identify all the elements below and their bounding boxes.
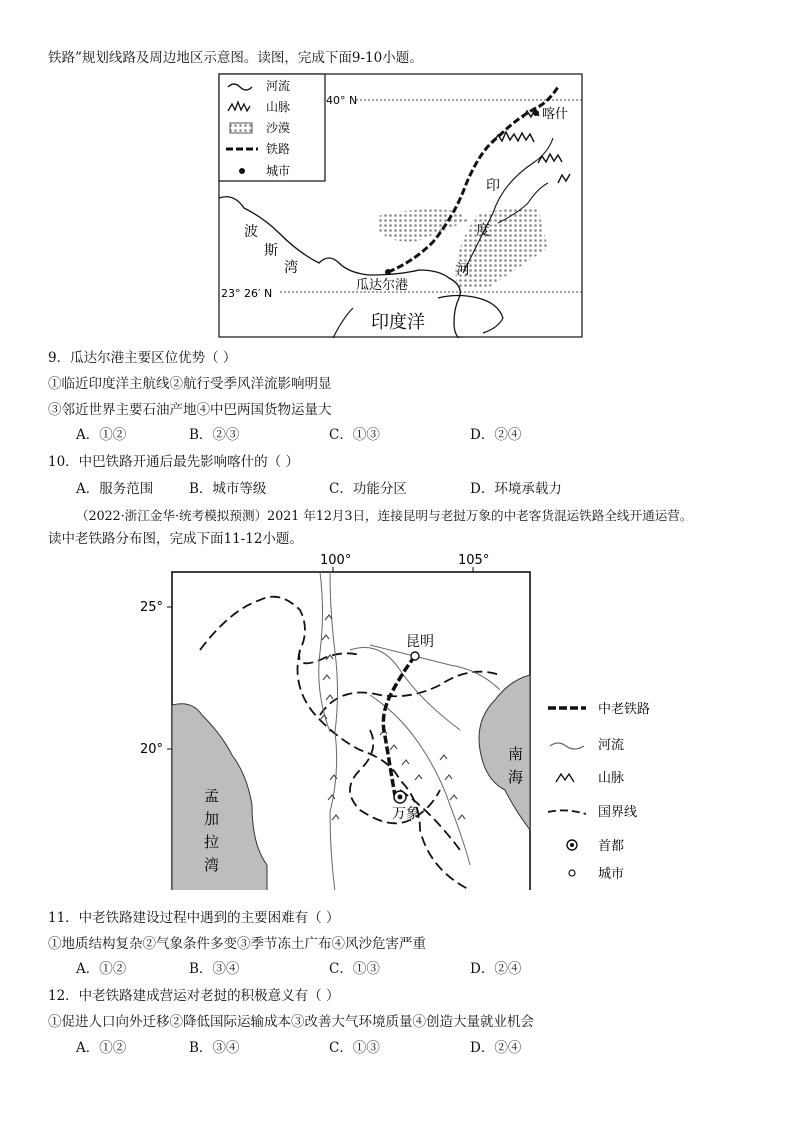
q12-option-a[interactable]: A．①② <box>76 1040 127 1056</box>
kashgar-label: 喀什 <box>542 107 569 122</box>
q10-option-d[interactable]: D．环境承载力 <box>470 481 562 497</box>
intro-text-2: （2022·浙江金华·统考模拟预测）2021 年12月3日，连接昆明与老挝万象的中老客货混运铁路全线开通运营。 <box>76 508 693 523</box>
q9-stem: 9．瓜达尔港主要区位优势（ ） <box>48 350 237 366</box>
svg-text:沙漠: 沙漠 <box>266 121 291 135</box>
q12-choice-line-1: ①促进人口向外迁移②降低国际运输成本③改善大气环境质量④创造大量就业机会 <box>48 1014 534 1030</box>
kashgar-city-dot <box>533 110 539 116</box>
svg-text:波: 波 <box>244 224 258 240</box>
q9-choice-line-2: ③邻近世界主要石油产地④中巴两国货物运量大 <box>48 402 332 418</box>
lat-40n-label: 40° N <box>326 94 358 107</box>
q9-choice-line-1: ①临近印度洋主航线②航行受季风洋流影响明显 <box>48 376 332 392</box>
q10-option-b[interactable]: B．城市等级 <box>189 481 267 497</box>
q11-stem: 11．中老铁路建设过程中遇到的主要困难有（ ） <box>48 910 340 926</box>
q11-option-a[interactable]: A．①② <box>76 961 127 977</box>
lat-tropic-label: 23° 26′ N <box>221 287 273 300</box>
svg-text:孟: 孟 <box>204 787 220 805</box>
q11-option-c[interactable]: C．①③ <box>329 961 380 977</box>
svg-text:中老铁路: 中老铁路 <box>598 702 651 717</box>
q11-option-d[interactable]: D．②④ <box>470 961 522 977</box>
svg-text:湾: 湾 <box>284 260 298 276</box>
q12-option-d[interactable]: D．②④ <box>470 1040 522 1056</box>
q10-option-c[interactable]: C．功能分区 <box>329 481 407 497</box>
lat-20-label: 20° <box>140 742 164 757</box>
svg-text:城市: 城市 <box>598 867 625 882</box>
svg-text:河流: 河流 <box>598 738 625 753</box>
map-china-pakistan-railway <box>218 73 583 338</box>
svg-text:海: 海 <box>508 768 524 786</box>
q11-option-b[interactable]: B．③④ <box>189 961 240 977</box>
lat-25-label: 25° <box>140 600 164 615</box>
map-china-laos-railway <box>140 550 660 890</box>
svg-text:加: 加 <box>204 810 220 828</box>
intro-text-1: 铁路”规划线路及周边地区示意图。读图，完成下面9-10小题。 <box>48 50 423 66</box>
lon-105-label: 105° <box>458 553 490 568</box>
svg-text:印: 印 <box>486 178 500 194</box>
svg-text:南: 南 <box>508 745 524 763</box>
svg-text:首都: 首都 <box>598 839 625 854</box>
gwadar-city-dot <box>385 269 391 275</box>
q12-option-b[interactable]: B．③④ <box>189 1040 240 1056</box>
kunming-city-marker <box>411 652 419 660</box>
indian-ocean-label: 印度洋 <box>371 312 425 333</box>
svg-text:国界线: 国界线 <box>598 805 638 820</box>
kunming-label: 昆明 <box>406 634 434 650</box>
map2-legend <box>548 701 650 882</box>
svg-text:斯: 斯 <box>264 243 278 259</box>
lon-100-label: 100° <box>320 553 352 568</box>
svg-text:城市: 城市 <box>266 164 291 178</box>
q12-option-c[interactable]: C．①③ <box>329 1040 380 1056</box>
svg-text:河流: 河流 <box>266 79 291 93</box>
svg-text:河: 河 <box>456 262 470 278</box>
svg-text:山脉: 山脉 <box>266 100 291 114</box>
gwadar-label: 瓜达尔港 <box>356 278 409 293</box>
q12-stem: 12．中老铁路建成营运对老挝的积极意义有（ ） <box>48 988 340 1004</box>
q10-stem: 10．中巴铁路开通后最先影响喀什的（ ） <box>48 454 299 470</box>
svg-text:拉: 拉 <box>204 833 220 851</box>
vientiane-label: 万象 <box>392 806 420 822</box>
svg-text:铁路: 铁路 <box>266 142 291 156</box>
svg-text:湾: 湾 <box>204 856 220 874</box>
svg-text:山脉: 山脉 <box>598 771 625 786</box>
q9-option-b[interactable]: B．②③ <box>189 427 240 443</box>
svg-text:度: 度 <box>476 223 490 239</box>
q9-option-c[interactable]: C．①③ <box>329 427 380 443</box>
q9-option-a[interactable]: A．①② <box>76 427 127 443</box>
intro-text-3: 读中老铁路分布图，完成下面11-12小题。 <box>48 531 303 547</box>
q11-choice-line-1: ①地质结构复杂②气象条件多变③季节冻土广布④风沙危害严重 <box>48 936 426 952</box>
q9-option-d[interactable]: D．②④ <box>470 427 522 443</box>
q10-option-a[interactable]: A．服务范围 <box>76 481 154 497</box>
